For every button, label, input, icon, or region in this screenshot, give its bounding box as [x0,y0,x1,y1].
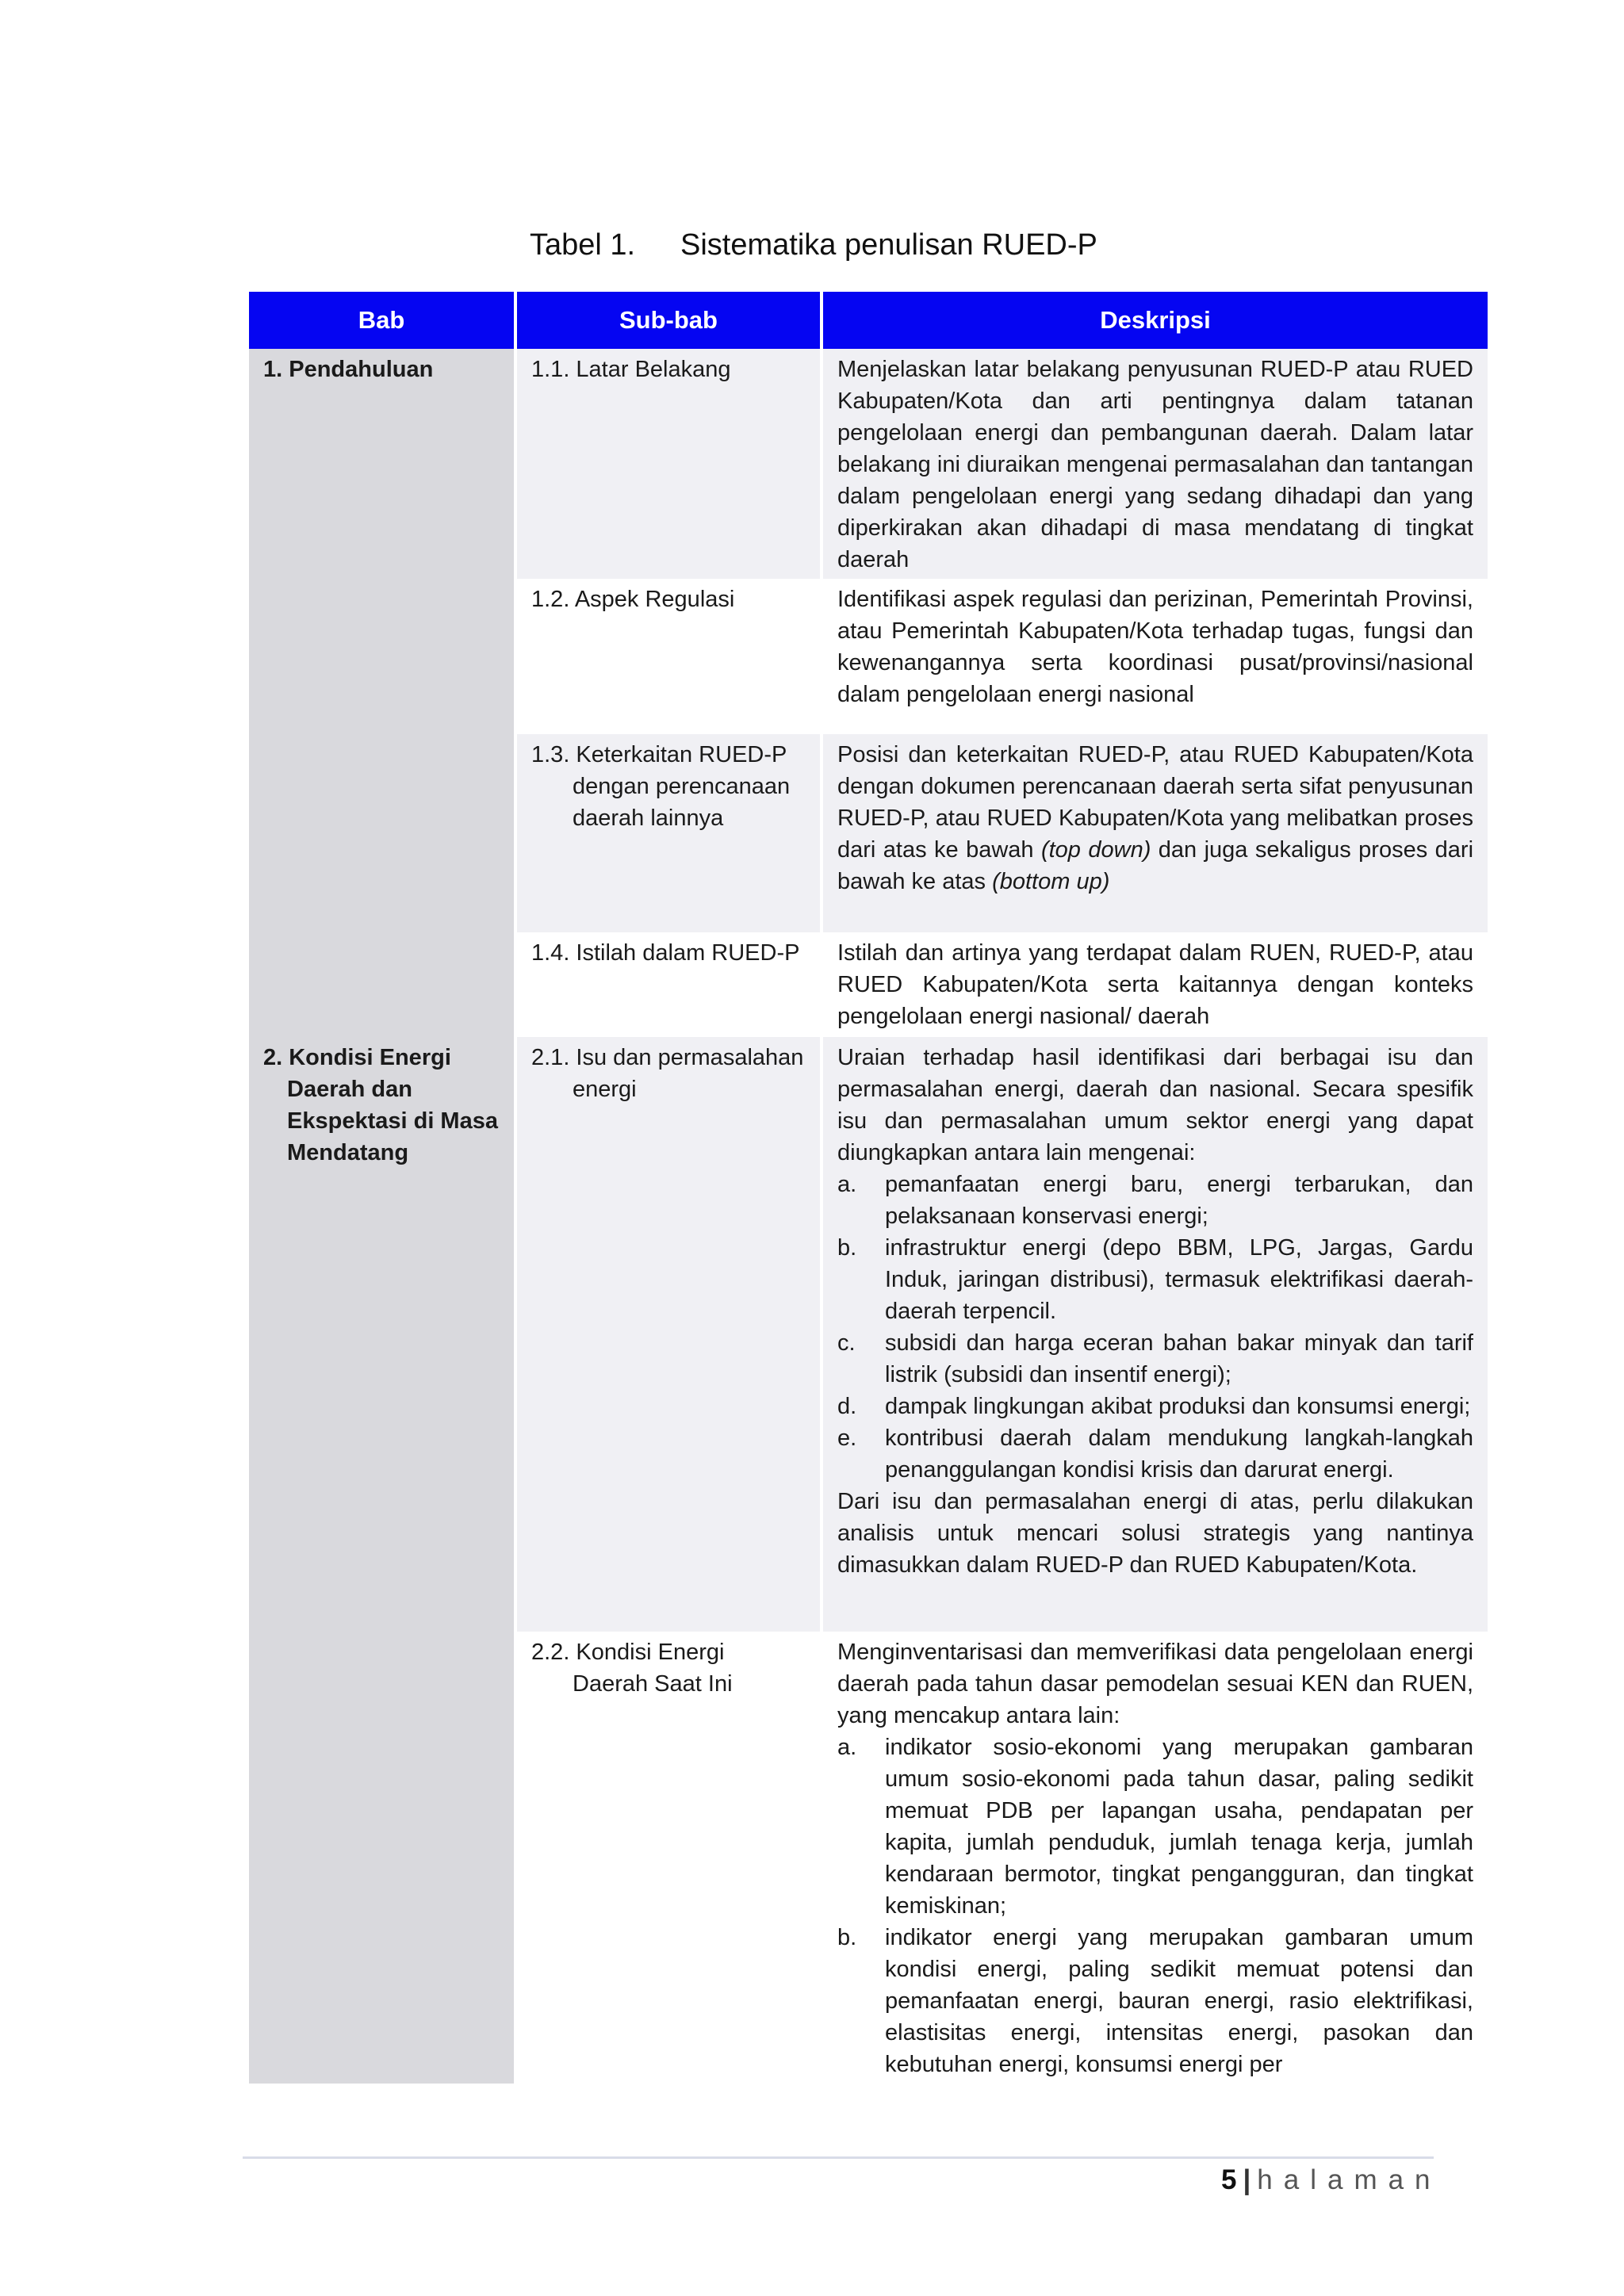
page-number: 5 [1221,2164,1237,2195]
sub-bab-title: 2.2. Kondisi Energi Daerah Saat Ini [531,1640,733,1697]
list-item-text: indikator energi yang merupakan gambaran umum kondisi energi, paling sedikit memuat potensi dan pemanfaatan energi, bauran energi, rasio elektrifikasi, elastisitas energi, intensitas energi, pasokan dan kebutuhan energi, konsumsi energi per [885,1925,1473,2077]
systematics-table [249,292,1488,2084]
description-part: Posisi dan keterkaitan RUED-P, atau RUED Kabupaten/Kota dengan dokumen perencanaan daerah serta sifat penyusunan RUED-P, atau RUED Kabupaten/Kota yang melibatkan proses dari atas ke bawah [837,742,1473,863]
description-cell [822,1037,1488,1632]
sub-bab-cell [515,349,822,579]
issue-list [837,1169,1473,1486]
indicator-list [837,1732,1473,2080]
description-italic: (top down) [1040,837,1151,863]
header-deskripsi: Deskripsi [822,292,1488,349]
bab-title: 2. Kondisi Energi Daerah dan Ekspektasi di Masa Mendatang [263,1045,498,1165]
list-marker: b. [837,1235,857,1261]
list-item-text: infrastruktur energi (depo BBM, LPG, Jargas, Gardu Induk, jaringan distribusi), termasuk elektrifikasi daerah-daerah terpencil. [885,1235,1473,1324]
list-marker: d. [837,1394,857,1419]
description-cell [822,579,1488,734]
header-sub-bab: Sub-bab [515,292,822,349]
sub-bab-cell [515,1632,822,2084]
sub-bab-title: 1.2. Aspek Regulasi [531,587,735,612]
page-footer [1221,2164,1442,2196]
list-item [837,1169,1473,1232]
list-item [837,1232,1473,1327]
sub-bab-cell [515,734,822,932]
list-item [837,1922,1473,2080]
header-bab: Bab [249,292,515,349]
description-text: Istilah dan artinya yang terdapat dalam RUEN, RUED-P, atau RUED Kabupaten/Kota serta kaitannya dengan konteks pengelolaan energi nasional/ daerah [837,940,1473,1029]
description-text: Menjelaskan latar belakang penyusunan RUED-P atau RUED Kabupaten/Kota dan arti pentingnya dalam tatanan pengelolaan energi dan pembangunan daerah. Dalam latar belakang ini diuraikan mengenai permasalahan dan tantangan dalam pengelolaan energi yang sedang dihadapi dan yang diperkirakan akan dihadapi di masa mendatang di tingkat daerah [837,357,1473,572]
caption-label: Tabel 1. [530,228,636,262]
description-intro: Uraian terhadap hasil identifikasi dari berbagai isu dan permasalahan energi, daerah dan nasional. Secara spesifik isu dan permasalahan umum sektor energi yang dapat diungkapkan antara lain mengenai: [837,1045,1473,1165]
sub-bab-title: 1.4. Istilah dalam RUED-P [531,940,800,966]
description-italic: (bottom up) [992,869,1110,894]
caption-title: Sistematika penulisan RUED-P [680,228,1097,262]
list-item-text: kontribusi daerah dalam mendukung langkah-langkah penanggulangan kondisi krisis dan darurat energi. [885,1425,1473,1483]
list-item-text: indikator sosio-ekonomi yang merupakan gambaran umum sosio-ekonomi pada tahun dasar, paling sedikit memuat PDB per lapangan usaha, pendapatan per kapita, jumlah penduduk, jumlah tenaga kerja, jumlah kendaraan bermotor, tingkat pengangguran, dan tingkat kemiskinan; [885,1735,1473,1919]
table-header-row [249,292,1488,349]
table-row [249,349,1488,579]
list-item [837,1391,1473,1422]
list-item [837,1732,1473,1922]
description-outro: Dari isu dan permasalahan energi di atas, perlu dilakukan analisis untuk mencari solusi strategis yang nantinya dimasukkan dalam RUED-P dan RUED Kabupaten/Kota. [837,1489,1473,1578]
list-item-text: dampak lingkungan akibat produksi dan konsumsi energi; [885,1394,1471,1419]
list-item-text: pemanfaatan energi baru, energi terbarukan, dan pelaksanaan konservasi energi; [885,1172,1473,1229]
list-marker: e. [837,1425,857,1451]
description-cell [822,734,1488,932]
sub-bab-title: 2.1. Isu dan permasalahan energi [531,1045,804,1102]
list-item [837,1327,1473,1391]
table-row [249,1037,1488,1632]
footer-word: halaman [1257,2164,1442,2195]
description-text [837,739,1473,897]
sub-bab-cell [515,579,822,734]
description-cell [822,932,1488,1037]
list-marker: c. [837,1330,856,1356]
sub-bab-title: 1.3. Keterkaitan RUED-P dengan perencanaan daerah lainnya [531,742,791,831]
sub-bab-title: 1.1. Latar Belakang [531,357,731,382]
sub-bab-cell [515,1037,822,1632]
footer-divider [243,2156,1434,2159]
list-item [837,1422,1473,1486]
footer-separator: | [1243,2164,1251,2195]
description-text: Identifikasi aspek regulasi dan perizinan, Pemerintah Provinsi, atau Pemerintah Kabupaten/Kota terhadap tugas, fungsi dan kewenangannya serta koordinasi pusat/provinsi/nasional dalam pengelolaan energi nasional [837,587,1473,707]
description-intro: Menginventarisasi dan memverifikasi data pengelolaan energi daerah pada tahun dasar pemodelan sesuai KEN dan RUEN, yang mencakup antara lain: [837,1640,1473,1728]
bab-title: 1. Pendahuluan [263,357,434,382]
list-marker: a. [837,1172,857,1197]
sub-bab-cell [515,932,822,1037]
description-cell [822,349,1488,579]
table-caption [530,228,1097,262]
list-marker: b. [837,1925,857,1950]
description-part: dan juga sekaligus proses dari bawah ke atas [837,837,1474,894]
list-marker: a. [837,1735,857,1760]
description-cell [822,1632,1488,2084]
bab-cell [249,349,515,1037]
list-item-text: subsidi dan harga eceran bahan bakar minyak dan tarif listrik (subsidi dan insentif energi); [885,1330,1473,1387]
bab-cell [249,1037,515,2084]
